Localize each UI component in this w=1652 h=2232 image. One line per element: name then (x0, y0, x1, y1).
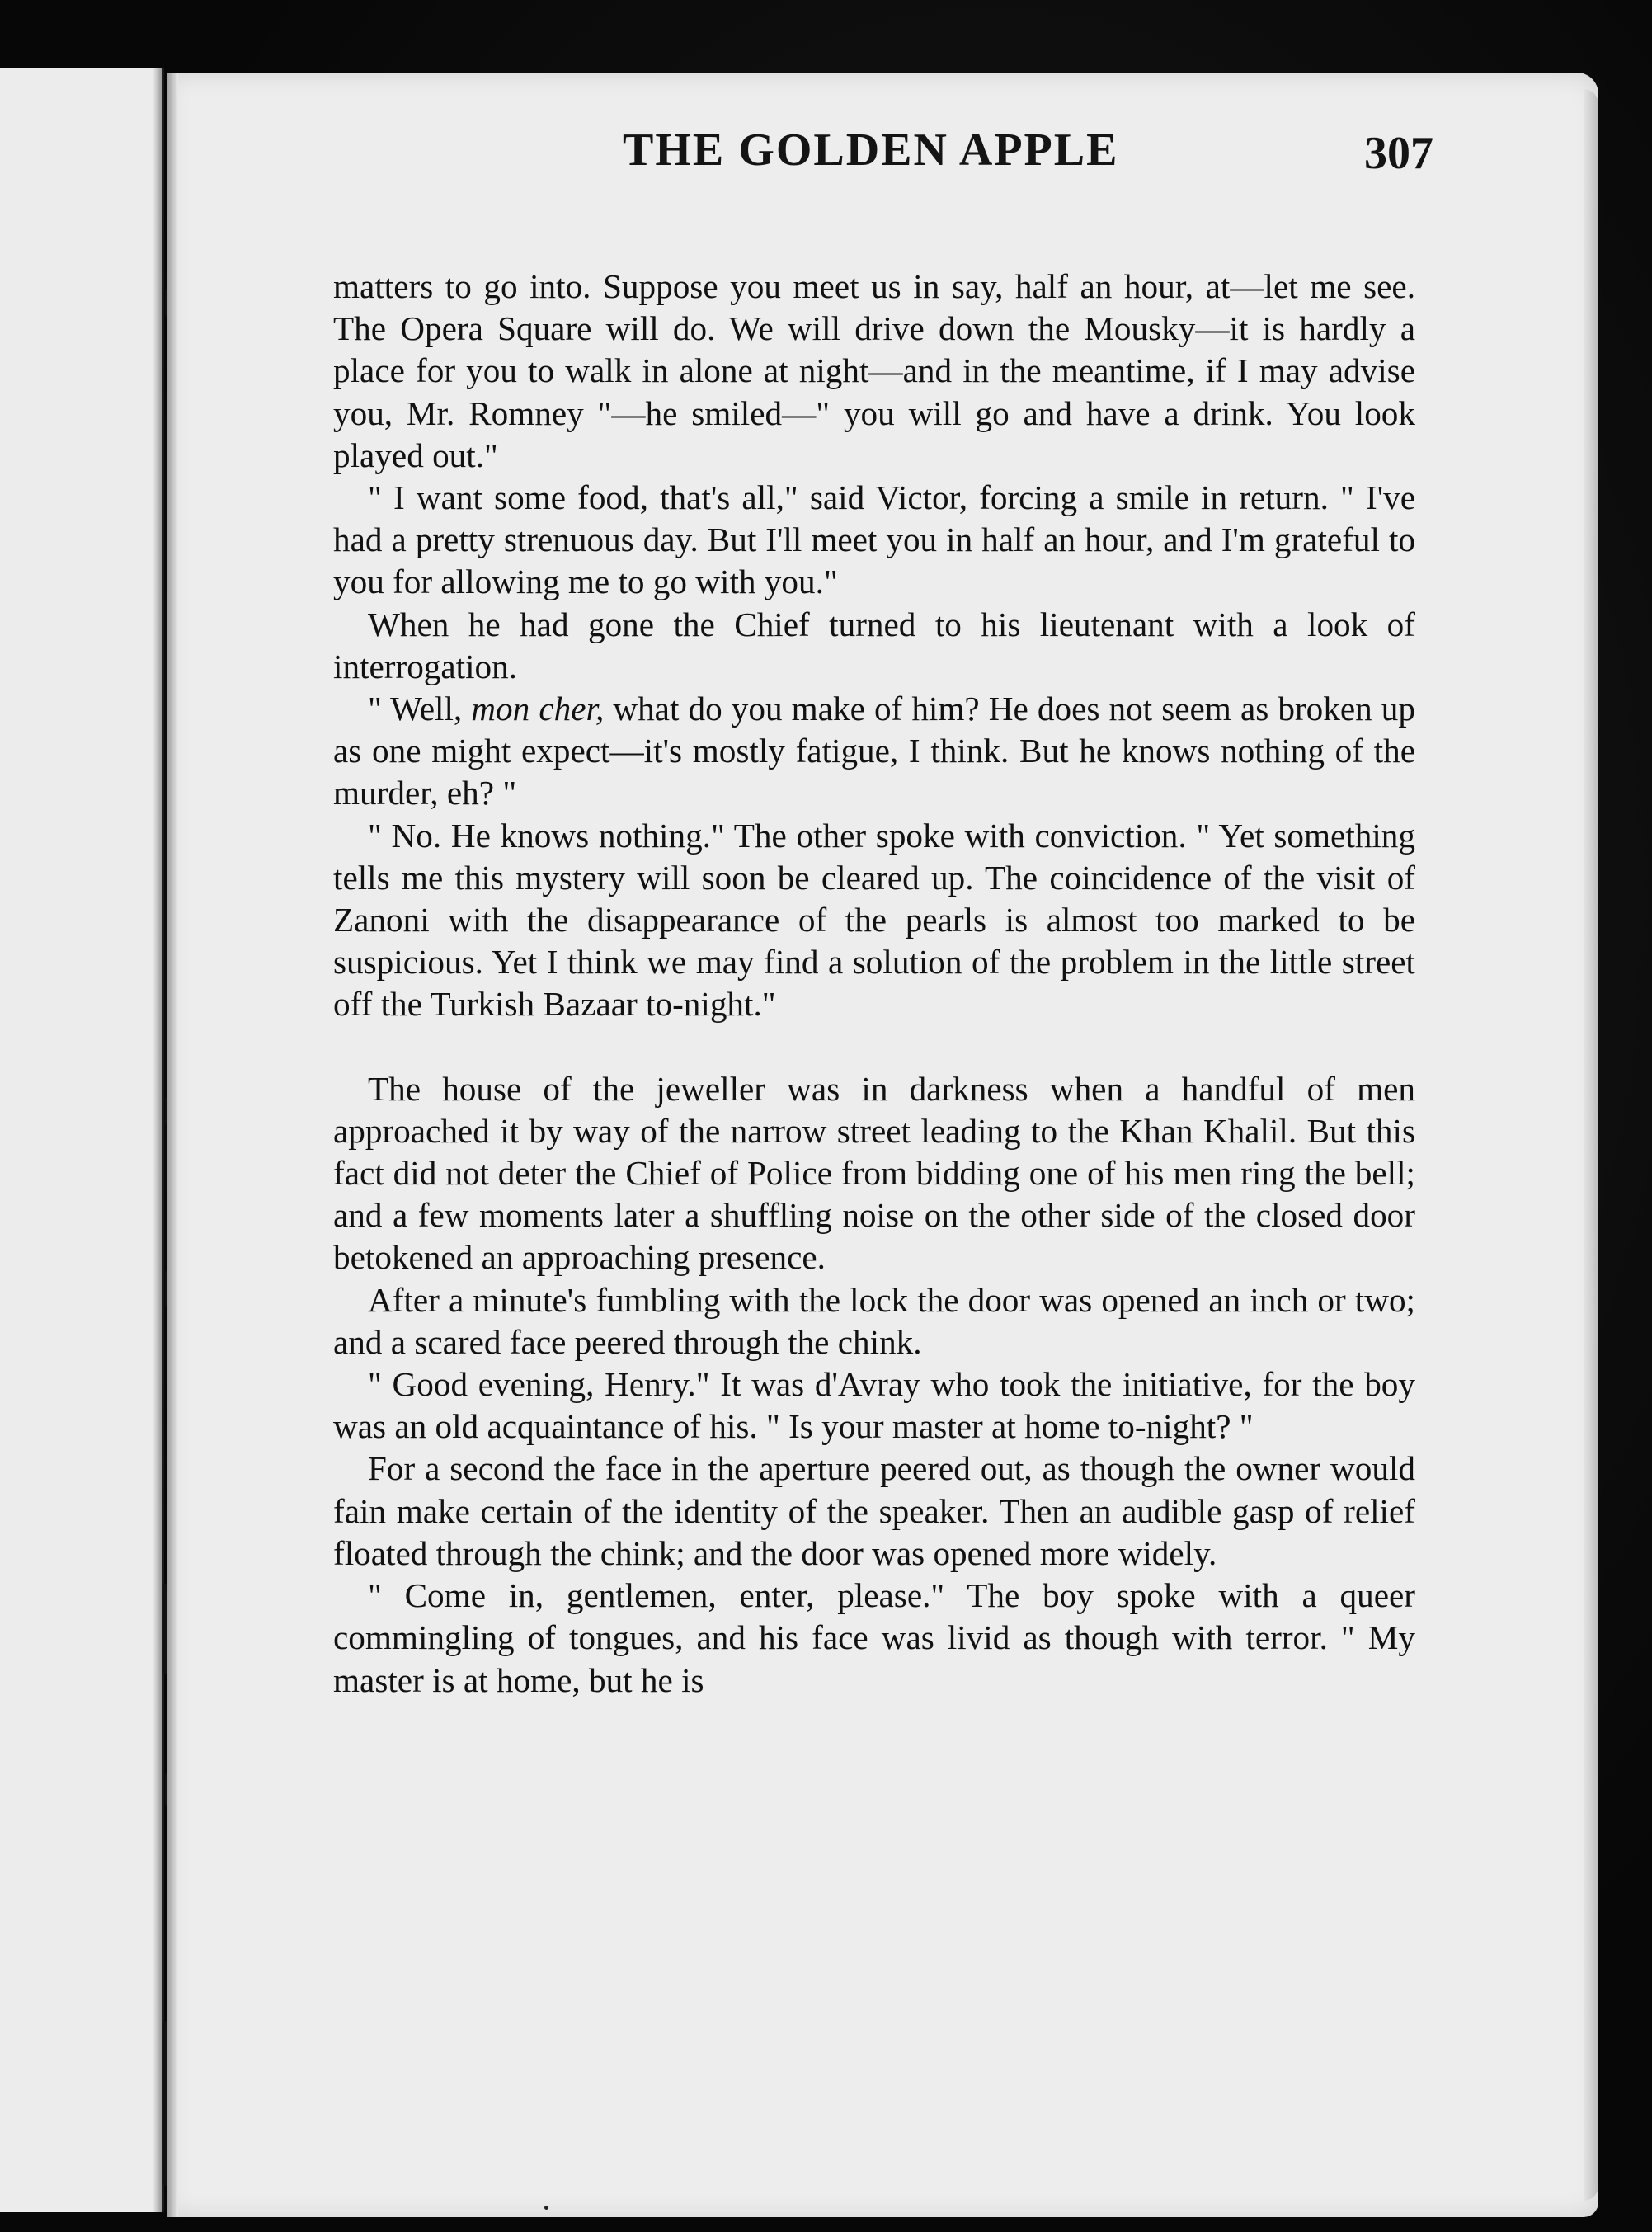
paragraph: After a minute's fumbling with the lock the door was opened an inch or two; and a scared face peered through the chink. (333, 1280, 1415, 1361)
page-right-edge (1584, 89, 1598, 2201)
paragraph-text: what do you make of him? He does not seem as broken up as one might expect—it's mostly fatigue, I think. But he knows nothing of the murder, eh? " (333, 690, 1415, 812)
facing-page-edge (0, 68, 164, 2212)
paragraph (333, 688, 1415, 815)
paragraph: For a second the face in the aperture peered out, as though the owner would fain make certain of the identity of the speaker. Then an audible gasp of relief floated through the chink; and the door was opened more widely. (333, 1449, 1415, 1572)
page-gutter-shadow (167, 73, 178, 2217)
paragraph: " No. He knows nothing." The other spoke with conviction. " Yet something tells me this mystery will soon be cleared up. The coincidence of the visit of Zanoni with the disappearance of the pearls is almost too marked to be suspicious. Yet I think we may find a solution of the problem in the little street off the Turkish Bazaar to-night." (333, 816, 1415, 1024)
scan-speck (544, 2206, 548, 2210)
page-header (165, 124, 1433, 198)
paragraph: " Good evening, Henry." It was d'Avray who took the initiative, for the boy was an old acquaintance of his. " Is your master at home to-night? " (333, 1365, 1415, 1446)
paragraph: " Come in, gentlemen, enter, please." The boy spoke with a queer commingling of tongues, and his face was livid as though with terror. " My master is at home, but he is (333, 1576, 1415, 1699)
body-text (333, 266, 1415, 1702)
page-number: 307 (1364, 128, 1433, 179)
paragraph-text: " Well, (368, 690, 472, 728)
running-title: THE GOLDEN APPLE (623, 125, 1119, 176)
paragraph: " I want some food, that's all," said Victor, forcing a smile in return. " I've had a pretty strenuous day. But I'll meet you in half an hour, and I'm grateful to you for allowing me to go with you." (333, 478, 1415, 601)
paragraph: The house of the jeweller was in darkness when a handful of men approached it by way of the narrow street leading to the Khan Khalil. But this fact did not deter the Chief of Police from bidding one of his men ring the bell; and a few moments later a shuffling noise on the other side of the closed door betokened an approaching presence. (333, 1069, 1415, 1277)
paragraph: When he had gone the Chief turned to his lieutenant with a look of interrogation. (333, 605, 1415, 685)
italic-phrase: mon cher, (471, 690, 605, 728)
paragraph: matters to go into. Suppose you meet us in say, half an hour, at—let me see. The Opera Square will do. We will drive down the Mousky—it is hardly a place for you to walk in alone at night—and in the meantime, if I may advise you, Mr. Romney "—he smiled—" you will go and have a drink. You look played out." (333, 267, 1415, 474)
facing-page-gutter (153, 68, 162, 2212)
